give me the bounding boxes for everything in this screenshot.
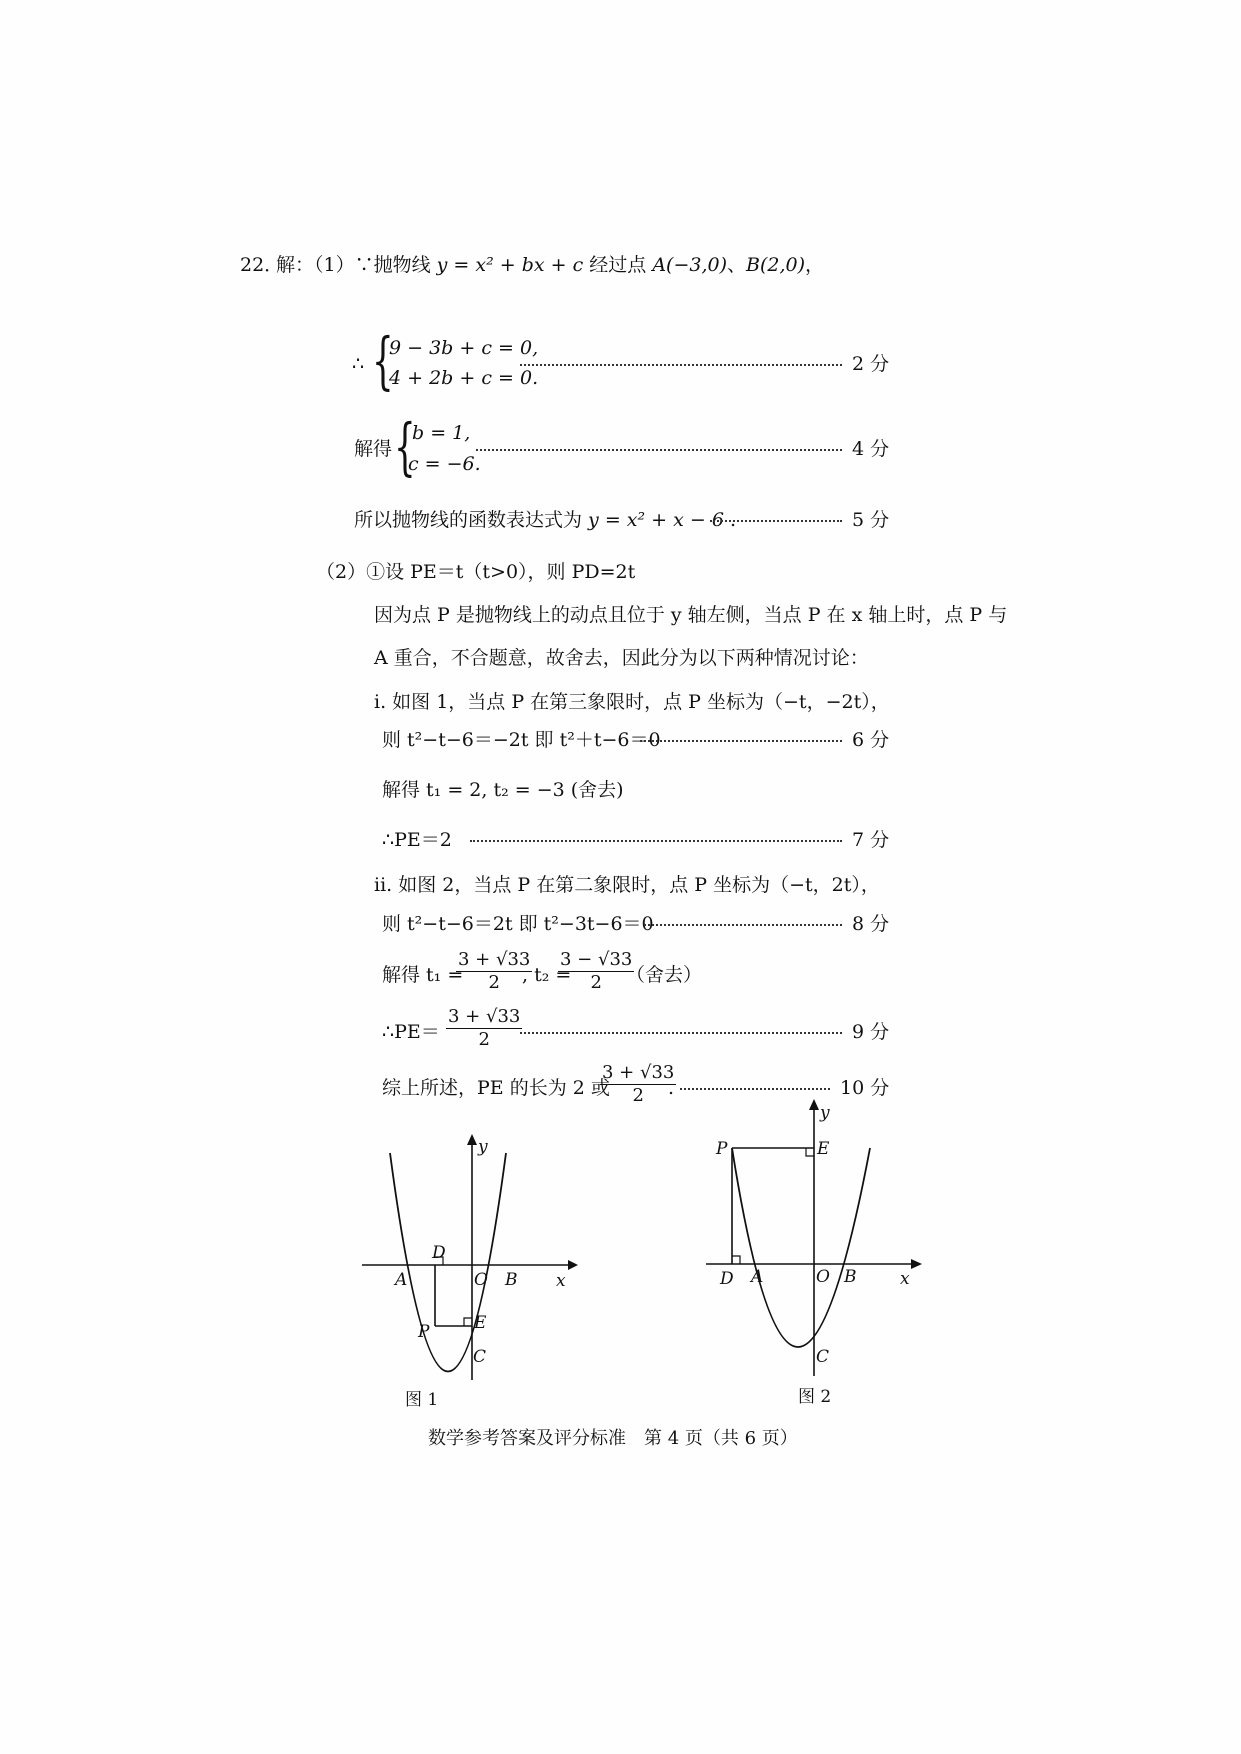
fraction-plus-num: 3 + √33 [458,949,531,970]
leader-dots [710,520,842,522]
part1-conclusion [354,508,736,532]
intro-formula: y = x² + bx + c [436,254,584,276]
y-axis-arrow [809,1099,819,1110]
x-axis-arrow [568,1260,578,1270]
fraction-summary [600,1062,676,1107]
label-d: D [720,1269,734,1289]
score-8: 8 分 [852,913,890,935]
label-x: x [556,1271,566,1291]
score-4: 4 分 [852,438,890,460]
solution-c: c = −6. [408,453,481,475]
figure-1-caption: 图 1 [405,1390,439,1410]
fraction-minus [558,949,634,994]
y-axis-arrow [467,1134,477,1145]
problem-number: 22． [240,254,284,276]
equation-1: 9 − 3b + c = 0, [389,337,539,359]
parabola [390,1153,506,1372]
label-b: B [505,1270,518,1290]
solve-label: 解得 [354,438,393,460]
intro-end: ， [805,254,825,276]
part1-intro [276,253,824,277]
score-2: 2 分 [852,353,890,375]
case2-line: ii. 如图 2，当点 P 在第二象限时，点 P 坐标为（−t，2t）， [374,874,880,896]
label-b: B [844,1267,857,1287]
label-y: y [820,1103,830,1123]
case1-solve: 解得 t₁ = 2, t₂ = −3 (舍去) [382,779,624,801]
case1-result: ∴PE＝2 [382,829,452,851]
fraction-result-num: 3 + √33 [448,1006,521,1027]
fraction-den: 2 [590,972,602,993]
label-a: A [395,1270,408,1290]
score-10: 10 分 [840,1077,890,1099]
label-x: x [900,1269,910,1289]
summary-end: . [668,1077,675,1099]
t2-label: , t₂ = [522,964,572,986]
leader-dots [640,740,842,742]
point-sep: 、 [727,254,747,276]
equation-2: 4 + 2b + c = 0. [389,367,539,389]
solution-brace: { [394,410,416,483]
label-e: E [817,1139,830,1159]
reason-line-2: A 重合，不合题意，故舍去，因此分为以下两种情况讨论： [374,647,869,669]
score-6: 6 分 [852,729,890,751]
reason-line-1: 因为点 P 是抛物线上的动点且位于 y 轴左侧，当点 P 在 x 轴上时，点 P 与 [374,604,1008,626]
point-a: A(−3,0) [652,254,728,276]
intro-mid: 经过点 [583,254,653,276]
case2-equation: 则 t²−t−6＝2t 即 t²−3t−6＝0 [382,913,654,935]
label-p: P [716,1139,728,1159]
case2-solve-label: 解得 t₁ = [382,964,464,986]
right-angle-e [464,1318,472,1326]
score-5: 5 分 [852,509,890,531]
system-brace: { [372,324,394,397]
intro-prefix: 解：（1）∵抛物线 [276,254,437,276]
leader-dots [520,1032,842,1034]
right-angle-d [732,1256,740,1264]
right-angle-e [806,1148,814,1156]
label-o: O [816,1267,830,1287]
leader-dots [476,449,842,451]
fraction-den: 2 [478,1029,490,1050]
label-p: P [418,1322,430,1342]
label-d: D [432,1243,446,1263]
label-e: E [474,1313,487,1333]
fraction-den: 2 [632,1085,644,1106]
figure-2 [696,1096,936,1407]
x-axis-arrow [911,1259,922,1269]
leader-dots [644,924,842,926]
discard-note: （舍去） [626,964,703,986]
therefore-symbol: ∴ [352,353,365,375]
point-b: B(2,0) [746,254,806,276]
score-9: 9 分 [852,1021,890,1043]
label-a: A [751,1267,764,1287]
fraction-result [446,1006,522,1051]
leader-dots [680,1088,830,1090]
fraction-minus-num: 3 − √33 [560,949,633,970]
summary-prefix: 综上所述，PE 的长为 2 或 [382,1077,610,1099]
conclusion-formula: y = x² + x − 6 [588,509,724,531]
leader-dots [470,840,842,842]
parabola [732,1148,870,1347]
label-o: O [474,1270,488,1290]
page-footer: 数学参考答案及评分标准 第 4 页（共 6 页） [428,1428,798,1449]
label-c: C [473,1347,487,1367]
figure-2-caption: 图 2 [798,1387,832,1407]
fraction-summary-num: 3 + √33 [602,1062,675,1083]
conclusion-prefix: 所以抛物线的函数表达式为 [354,509,589,531]
label-c: C [816,1347,830,1367]
case1-line: i. 如图 1，当点 P 在第三象限时，点 P 坐标为（−t，−2t）， [374,691,890,713]
fraction-plus [456,949,532,994]
score-7: 7 分 [852,829,890,851]
case1-equation: 则 t²−t−6＝−2t 即 t²＋t−6＝0 [382,729,661,751]
label-y: y [478,1137,488,1157]
fraction-den: 2 [488,972,500,993]
solution-b: b = 1, [412,422,471,444]
leader-dots [520,364,842,366]
figure-1 [350,1130,590,1410]
case2-result-label: ∴PE＝ [382,1021,440,1043]
conclusion-end: . [723,509,737,531]
part2-setup: （2）①设 PE＝t（t>0），则 PD=2t [316,561,636,583]
